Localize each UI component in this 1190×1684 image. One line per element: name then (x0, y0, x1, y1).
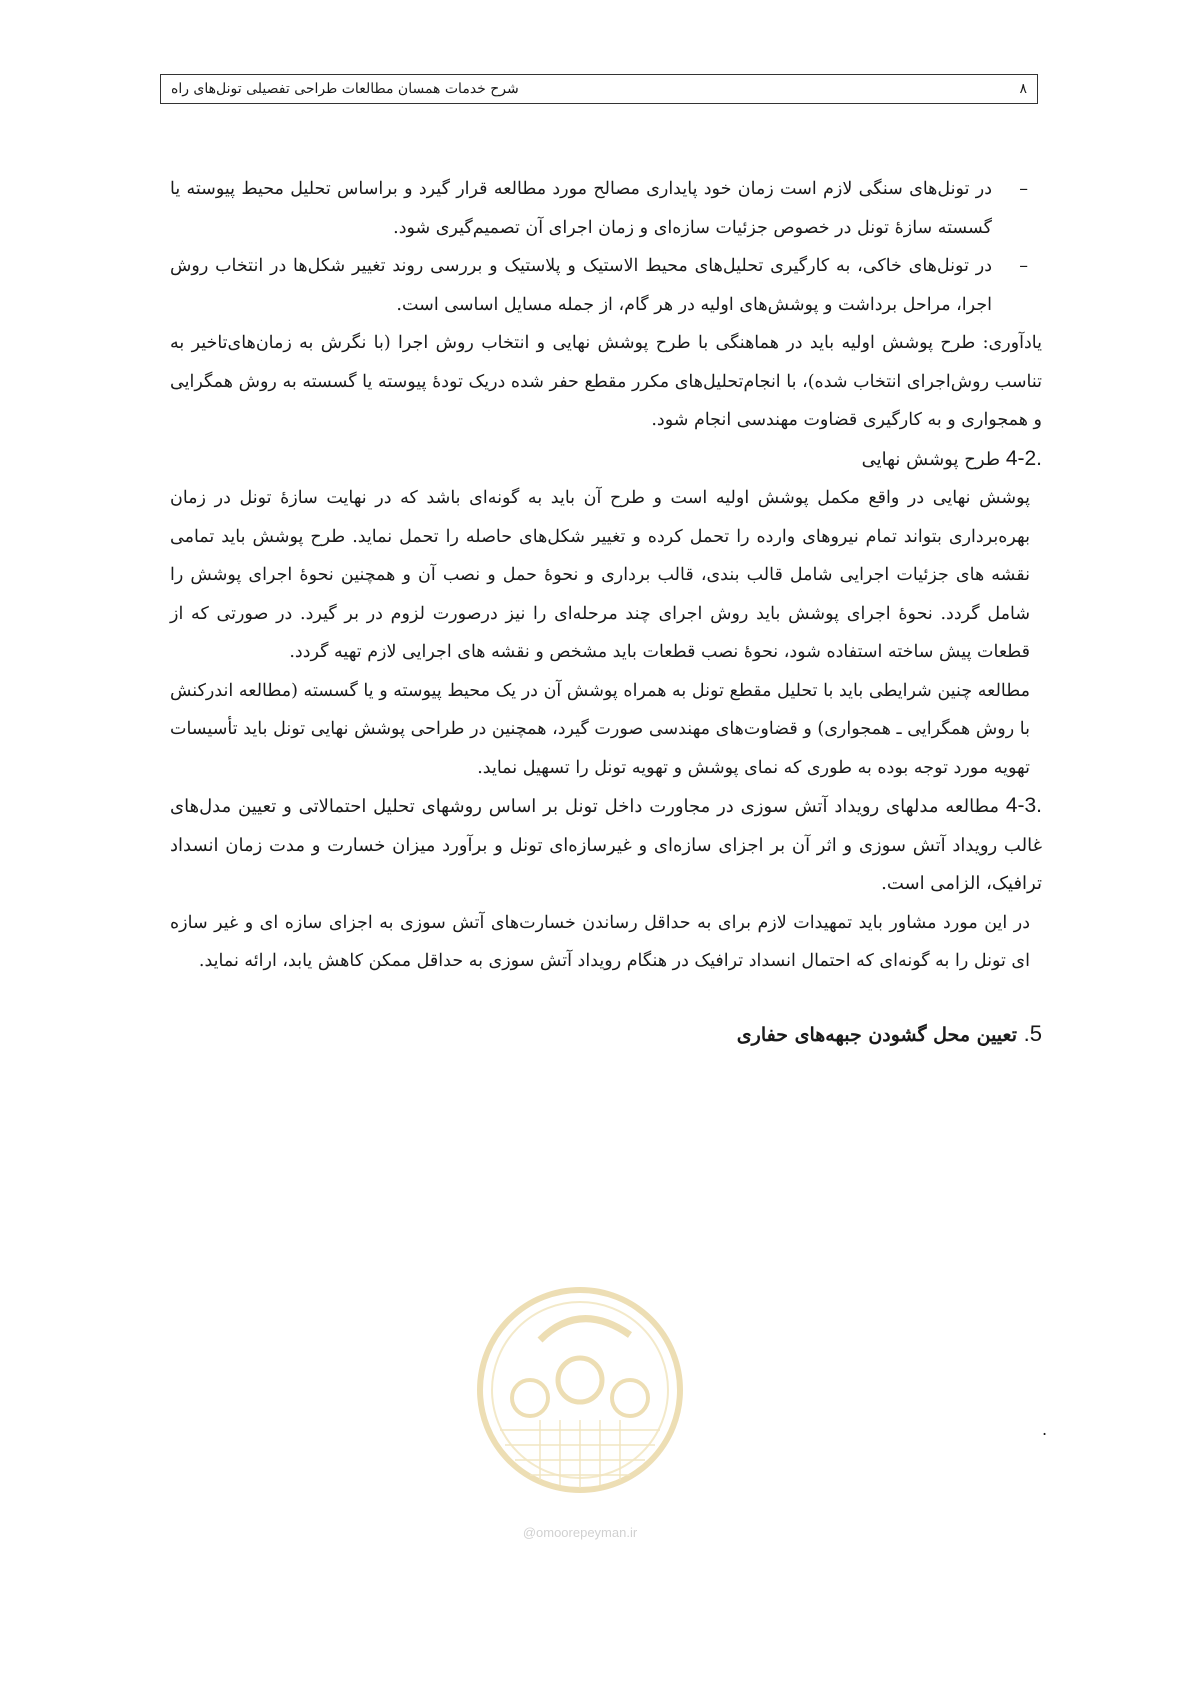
reminder-text: طرح پوشش اولیه باید در هماهنگی با طرح پوشش نهایی و انتخاب روش اجرا (با نگرش به زمان‌های‌تاخیر به تناسب روش‌اجرای انتخاب شده)، با انجام‌تحلیل‌های مکرر مقطع حفر شده دریک تودهٔ پیوسته یا گسسته به روش همگرایی و همجواری و به کارگیری قضاوت مهندسی انجام شود. (170, 333, 1042, 430)
page-number: ۸ (1019, 81, 1027, 97)
section-4-2-heading (170, 440, 1042, 480)
stray-dot: . (1042, 1420, 1048, 1439)
header-title: شرح خدمات همسان مطالعات طراحی تفصیلی تونل‌های راه (171, 81, 519, 97)
watermark-url: @omoorepeyman.ir (522, 1525, 638, 1540)
reminder-label: یادآوری: (982, 333, 1042, 353)
section-title: طرح پوشش نهایی (861, 448, 1001, 470)
section-4-3 (170, 787, 1042, 904)
bullet-soil-tunnels (170, 247, 1030, 324)
page-body (170, 170, 1042, 1054)
omoorepeyman-logo-icon (470, 1280, 690, 1510)
bullet-rock-tunnels (170, 170, 1030, 247)
section-4-2-paragraph-2: مطالعه چنین شرایطی باید با تحلیل مقطع تونل به همراه پوشش آن در یک محیط پیوسته و یا گسسته (مطالعه اندرکنش با روش همگرایی ـ همجواری) و قضاوت‌های مهندسی صورت گیرد، همچنین در طراحی پوشش نهایی تونل باید تأسیسات تهویه مورد توجه بوده به طوری که نمای پوشش و تهویه تونل را تسهیل نماید. (170, 680, 1030, 778)
bullet-text: در تونل‌های سنگی لازم است زمان خود پایداری مصالح مورد مطالعه قرار گیرد و براساس تحلیل محیط پیوسته یا گسسته سازهٔ تونل در خصوص جزئیات سازه‌ای و زمان اجرای آن تصمیم‌گیری شود. (170, 179, 992, 238)
bullet-text: در تونل‌های خاکی، به کارگیری تحلیل‌های محیط الاستیک و پلاستیک و بررسی روند تغییر شکل‌ها در انتخاب روش اجرا، مراحل برداشت و پوشش‌های اولیه در هر گام، از جمله مسایل اساسی است. (170, 256, 992, 315)
section-4-2-paragraph-1: پوشش نهایی در واقع مکمل پوشش اولیه است و طرح آن باید به گونه‌ای باشد که در نهایت سازهٔ تونل در زمان بهره‌برداری بتواند تمام نیروهای وارده را تحمل کرده و تغییر شکل‌های حاصله را تحمل نماید. طرح پوشش باید تمامی نقشه های جزئیات اجرایی شامل قالب بندی، قالب برداری و نحوهٔ حمل و نصب آن و همچنین نحوهٔ اجرای پوشش را شامل گردد. نحوهٔ اجرای پوشش باید روش اجرای چند مرحله‌ای را نیز درصورت لزوم در بر گیرد. در صورتی که از قطعات پیش ساخته استفاده شود، نحوهٔ نصب قطعات باید مشخص و نقشه های اجرایی لازم تهیه گردد. (170, 488, 1030, 662)
section-number: 4-2. (1005, 446, 1042, 470)
bullet-dash: – (1019, 179, 1028, 199)
reminder-note (170, 324, 1042, 440)
section-title: تعیین محل گشودن جبهه‌های حفاری (736, 1023, 1017, 1046)
section-4-3-paragraph-2: در این مورد مشاور باید تمهیدات لازم برای به حداقل رساندن خسارت‌های آتش سوزی به اجزای سازه ای و غیر سازه ای تونل را به گونه‌ای که احتمال انسداد ترافیک در هنگام رویداد آتش سوزی به حداقل ممکن کاهش یابد، ارائه نماید. (170, 912, 1030, 971)
section-number: 5. (1023, 1020, 1042, 1046)
section-4-3-text: مطالعه مدلهای رویداد آتش سوزی در مجاورت داخل تونل بر اساس روشهای تحلیل احتمالاتی و تعیین مدل‌های غالب رویداد آتش سوزی و اثر آن بر اجزای سازه‌ای و غیرسازه‌ای تونل و برآورد میزان خسارت و مدت زمان انسداد ترافیک، الزامی است. (170, 796, 1042, 894)
bullet-dash: – (1019, 256, 1028, 276)
section-number: 4-3. (1005, 794, 1042, 817)
page-header (160, 74, 1038, 104)
section-5-heading (170, 1015, 1042, 1055)
watermark (470, 1280, 690, 1540)
